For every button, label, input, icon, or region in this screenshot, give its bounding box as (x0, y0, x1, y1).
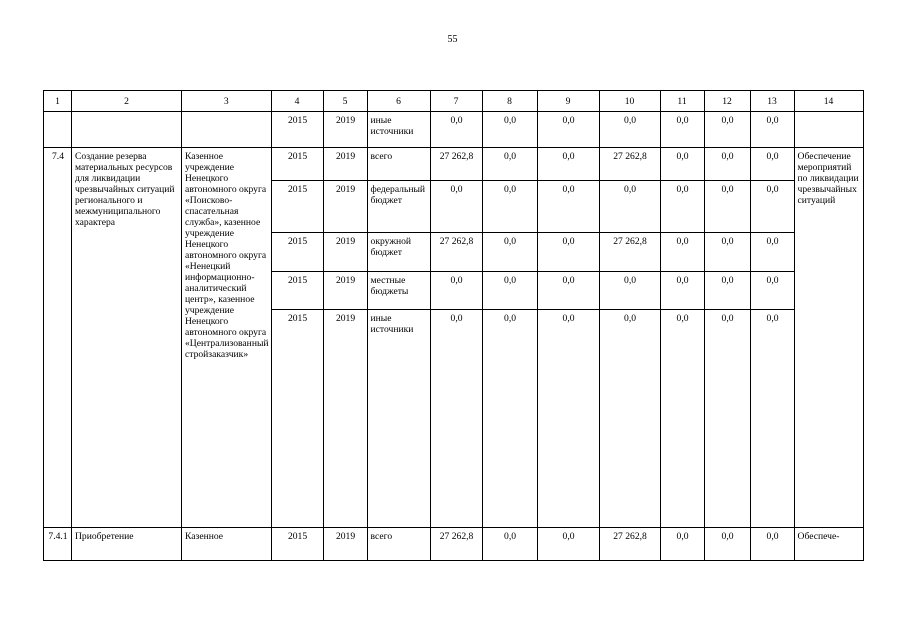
value-cell: 0,0 (482, 181, 537, 233)
value-cell: 0,0 (599, 112, 660, 148)
col-number: 7 (430, 91, 482, 112)
value-cell: 0,0 (704, 528, 750, 561)
expected-result: Обеспече- (794, 528, 863, 561)
value-cell: 0,0 (750, 310, 794, 528)
table-row (44, 112, 864, 148)
funding-source: иные источники (367, 112, 430, 148)
executor: Казенное (182, 528, 272, 561)
value-cell: 27 262,8 (430, 233, 482, 272)
expected-result: Обеспечение мероприятий по ликвидации чрезвычайных ситуаций (794, 148, 863, 528)
start-year: 2015 (271, 112, 323, 148)
start-year: 2015 (271, 233, 323, 272)
col-number: 13 (750, 91, 794, 112)
value-cell: 0,0 (482, 233, 537, 272)
value-cell: 0,0 (660, 233, 704, 272)
value-cell: 0,0 (482, 528, 537, 561)
value-cell: 0,0 (704, 272, 750, 310)
value-cell: 0,0 (750, 181, 794, 233)
value-cell: 27 262,8 (599, 233, 660, 272)
end-year: 2019 (323, 233, 367, 272)
end-year: 2019 (323, 528, 367, 561)
value-cell: 0,0 (537, 181, 599, 233)
value-cell: 0,0 (750, 528, 794, 561)
value-cell: 0,0 (704, 112, 750, 148)
value-cell: 0,0 (750, 233, 794, 272)
value-cell: 0,0 (482, 148, 537, 181)
start-year: 2015 (271, 148, 323, 181)
value-cell: 27 262,8 (430, 528, 482, 561)
col-number: 5 (323, 91, 367, 112)
empty-cell (72, 112, 182, 148)
funding-source: всего (367, 148, 430, 181)
value-cell: 0,0 (430, 310, 482, 528)
value-cell: 0,0 (750, 272, 794, 310)
table-row (44, 148, 864, 181)
value-cell: 0,0 (660, 181, 704, 233)
funding-source: иные источники (367, 310, 430, 528)
col-number: 10 (599, 91, 660, 112)
value-cell: 0,0 (430, 181, 482, 233)
value-cell: 27 262,8 (599, 528, 660, 561)
end-year: 2019 (323, 272, 367, 310)
value-cell: 0,0 (482, 272, 537, 310)
end-year: 2019 (323, 112, 367, 148)
value-cell: 0,0 (704, 310, 750, 528)
end-year: 2019 (323, 310, 367, 528)
start-year: 2015 (271, 181, 323, 233)
end-year: 2019 (323, 148, 367, 181)
executor: Казенное учреждение Ненецкого автономного округа «Поисково-спасательная служба», казенное учреждение Ненецкого автономного округа «Ненецкий информационно-аналитический центр», казенное учреждение Ненецкого автономного округа «Централизованный стройзаказчик» (182, 148, 272, 528)
value-cell: 0,0 (537, 272, 599, 310)
value-cell: 0,0 (750, 112, 794, 148)
measure-name: Приобретение (72, 528, 182, 561)
start-year: 2015 (271, 272, 323, 310)
col-number: 4 (271, 91, 323, 112)
value-cell: 0,0 (430, 272, 482, 310)
item-number: 7.4 (44, 148, 72, 528)
funding-source: всего (367, 528, 430, 561)
value-cell: 0,0 (599, 310, 660, 528)
value-cell: 0,0 (704, 181, 750, 233)
value-cell: 0,0 (660, 148, 704, 181)
funding-source: федеральный бюджет (367, 181, 430, 233)
col-number: 2 (72, 91, 182, 112)
value-cell: 0,0 (660, 528, 704, 561)
value-cell: 0,0 (482, 310, 537, 528)
value-cell: 0,0 (537, 233, 599, 272)
value-cell: 0,0 (660, 112, 704, 148)
value-cell: 0,0 (750, 148, 794, 181)
value-cell: 0,0 (599, 181, 660, 233)
value-cell: 0,0 (537, 528, 599, 561)
funding-source: окружной бюджет (367, 233, 430, 272)
empty-cell (182, 112, 272, 148)
value-cell: 0,0 (537, 112, 599, 148)
measure-name: Создание резерва материальных ресурсов для ликвидации чрезвычайных ситуаций регионального и межмуниципального характера (72, 148, 182, 528)
col-number: 6 (367, 91, 430, 112)
end-year: 2019 (323, 181, 367, 233)
col-number: 11 (660, 91, 704, 112)
table-row (44, 528, 864, 561)
value-cell: 0,0 (704, 148, 750, 181)
col-number: 8 (482, 91, 537, 112)
value-cell: 0,0 (599, 272, 660, 310)
value-cell: 27 262,8 (430, 148, 482, 181)
col-number: 3 (182, 91, 272, 112)
value-cell: 0,0 (704, 233, 750, 272)
value-cell: 0,0 (537, 310, 599, 528)
value-cell: 0,0 (430, 112, 482, 148)
value-cell: 27 262,8 (599, 148, 660, 181)
value-cell: 0,0 (660, 272, 704, 310)
col-number: 14 (794, 91, 863, 112)
value-cell: 0,0 (537, 148, 599, 181)
col-number: 1 (44, 91, 72, 112)
value-cell: 0,0 (482, 112, 537, 148)
funding-source: местные бюджеты (367, 272, 430, 310)
value-cell: 0,0 (660, 310, 704, 528)
item-number: 7.4.1 (44, 528, 72, 561)
start-year: 2015 (271, 528, 323, 561)
col-number: 9 (537, 91, 599, 112)
start-year: 2015 (271, 310, 323, 528)
col-number: 12 (704, 91, 750, 112)
empty-cell (44, 112, 72, 148)
program-table (43, 90, 864, 561)
column-numbers-row (44, 91, 864, 112)
empty-cell (794, 112, 863, 148)
page-number: 55 (447, 34, 458, 45)
